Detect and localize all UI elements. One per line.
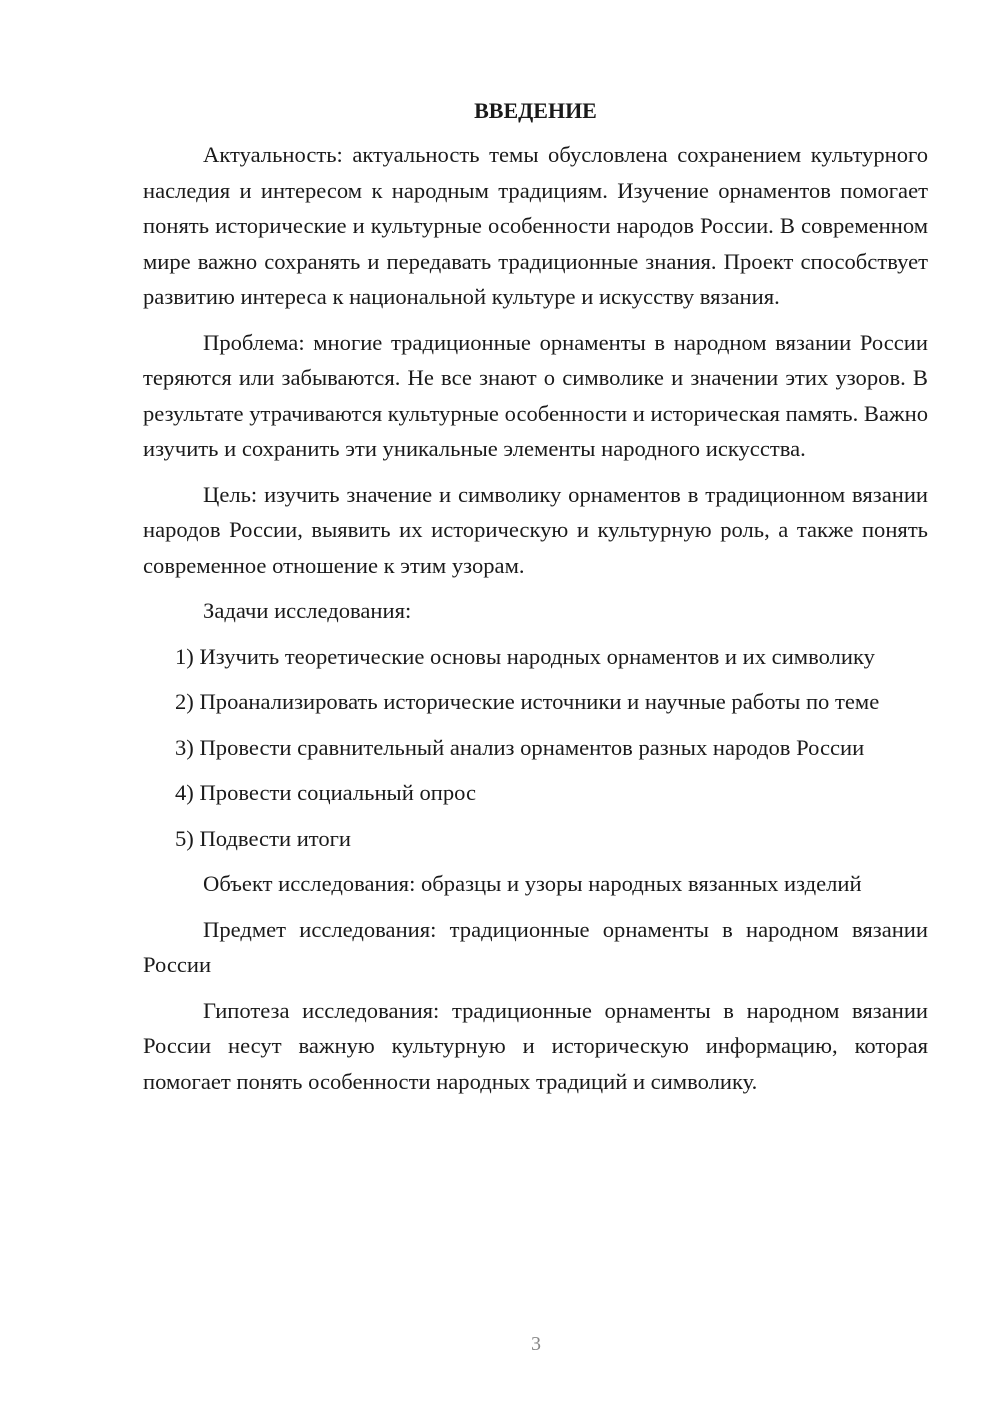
task-item: 1) Изучить теоретические основы народных орнаментов и их символику <box>175 643 875 669</box>
problem-paragraph: Проблема: многие традиционные орнаменты в народном вязании России теряются или забываются. Не все знают о символике и значении этих узоров. В результате утрачиваются культурные особенности и историческая память. Важно изучить и сохранить эти уникальные элементы народного искусства. <box>143 329 928 461</box>
object-paragraph: Объект исследования: образцы и узоры народных вязанных изделий <box>203 871 862 896</box>
page-number: 3 <box>531 1333 541 1355</box>
task-item: 4) Провести социальный опрос <box>175 780 477 805</box>
tasks-heading: Задачи исследования: <box>203 598 412 623</box>
subject-paragraph: Предмет исследования: традиционные орнаменты в народном вязании России <box>143 916 928 977</box>
document-page <box>143 95 928 1109</box>
task-item: 2) Проанализировать исторические источники и научные работы по теме <box>175 689 880 714</box>
page-title: ВВЕДЕНИЕ <box>474 98 597 123</box>
task-item: 5) Подвести итоги <box>175 825 352 851</box>
hypothesis-paragraph: Гипотеза исследования: традиционные орнаменты в народном вязании России несут важную культурную и историческую информацию, которая помогает понять особенности народных традиций и символику. <box>143 997 928 1094</box>
goal-paragraph: Цель: изучить значение и символику орнаментов в традиционном вязании народов России, выявить их историческую и культурную роль, а также понять современное отношение к этим узорам. <box>143 481 928 578</box>
relevance-paragraph: Актуальность: актуальность темы обусловлена сохранением культурного наследия и интересом к народным традициям. Изучение орнаментов помогает понять исторические и культурные особенности народов России. В современном мире важно сохранять и передавать традиционные знания. Проект способствует развитию интереса к национальной культуре и искусству вязания. <box>143 142 928 309</box>
task-item: 3) Провести сравнительный анализ орнаментов разных народов России <box>175 734 865 760</box>
